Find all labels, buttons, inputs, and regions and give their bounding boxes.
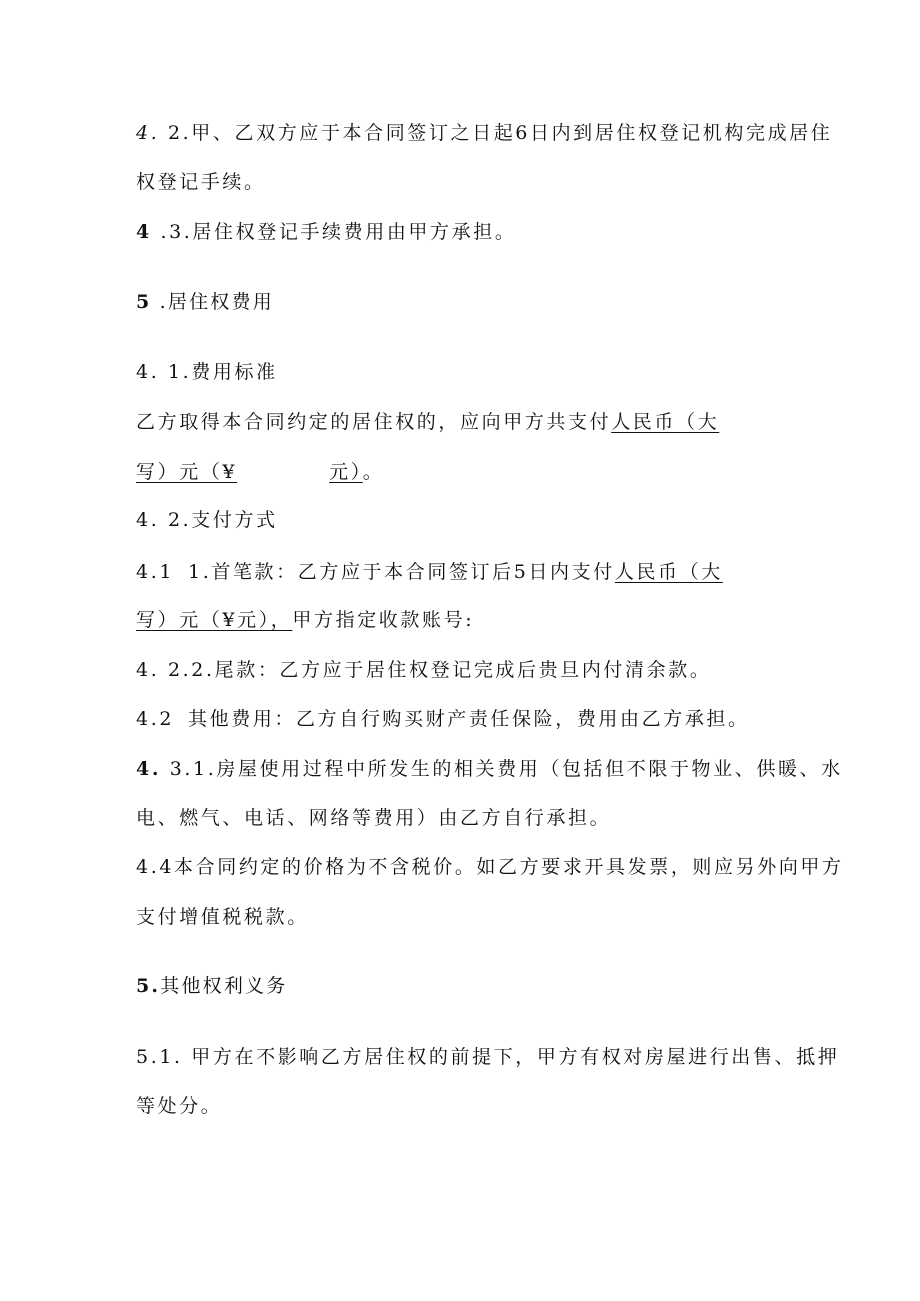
clause-first-payment-continued [136, 608, 474, 632]
clause-5-1-continued: 等处分。 [136, 1095, 223, 1117]
clause-fee-standard-label: 4. 1.费用标准 [136, 361, 278, 383]
clause-text: 其他费用：乙方自行购买财产责任保险，费用由乙方承担。 [188, 708, 750, 730]
clause-text: 1.首笔款：乙方应于本合同签订后5日内支付 [188, 561, 615, 583]
clause-4-4: 4.4本合同约定的价格为不含税价。如乙方要求开具发票，则应另外向甲方 [136, 856, 844, 878]
clause-text: 乙方取得本合同约定的居住权的，应向甲方共支付 [136, 411, 612, 433]
clause-fee-standard-text [136, 410, 719, 434]
clause-number: 4. [136, 758, 162, 780]
clause-first-payment [136, 560, 723, 584]
clause-4-2-continued: 权登记手续。 [136, 171, 266, 193]
section-number: 5 [136, 291, 152, 313]
clause-number: 4.1 [136, 561, 175, 583]
clause-text: 2.甲、乙双方应于本合同签订之日起6日内到居住权登记机构完成居住 [167, 122, 833, 144]
amount-field: 人民币（大 [614, 561, 723, 583]
clause-4-3 [136, 220, 516, 244]
amount-field: 写）元（¥ 元） [136, 461, 363, 483]
amount-field: 人民币（大 [611, 411, 720, 433]
clause-payment-method-label: 4. 2.支付方式 [136, 509, 278, 531]
clause-4-3-1-continued: 电、燃气、电话、网络等费用）由乙方自行承担。 [136, 807, 612, 829]
section-title: .居住权费用 [159, 291, 274, 313]
section-title: 其他权利义务 [160, 975, 288, 997]
clause-number: 4.2 [136, 708, 175, 730]
clause-number: 4 [136, 221, 152, 243]
clause-final-payment: 4. 2.2.尾款：乙方应于居住权登记完成后贵旦内付清余款。 [136, 659, 712, 681]
clause-fee-standard-continued [136, 460, 384, 484]
clause-end: 。 [362, 461, 385, 483]
clause-text: 甲方指定收款账号: [292, 609, 475, 631]
clause-text: .3.居住权登记手续费用由甲方承担。 [160, 221, 517, 243]
section-number: 5. [136, 975, 161, 997]
clause-other-fees [136, 707, 750, 731]
clause-4-4-continued: 支付增值税税款。 [136, 906, 309, 928]
clause-number: 4. [136, 122, 160, 144]
clause-text: 3.1.房屋使用过程中所发生的相关费用（包括但不限于物业、供暖、水 [169, 758, 843, 780]
amount-field: 写）元（¥元）， [136, 609, 293, 631]
clause-4-2 [136, 121, 832, 145]
clause-4-3-1 [136, 757, 843, 781]
section-heading-fees [136, 290, 274, 314]
section-heading-rights [136, 974, 287, 998]
clause-5-1: 5.1. 甲方在不影响乙方居住权的前提下，甲方有权对房屋进行出售、抵押 [136, 1046, 840, 1068]
